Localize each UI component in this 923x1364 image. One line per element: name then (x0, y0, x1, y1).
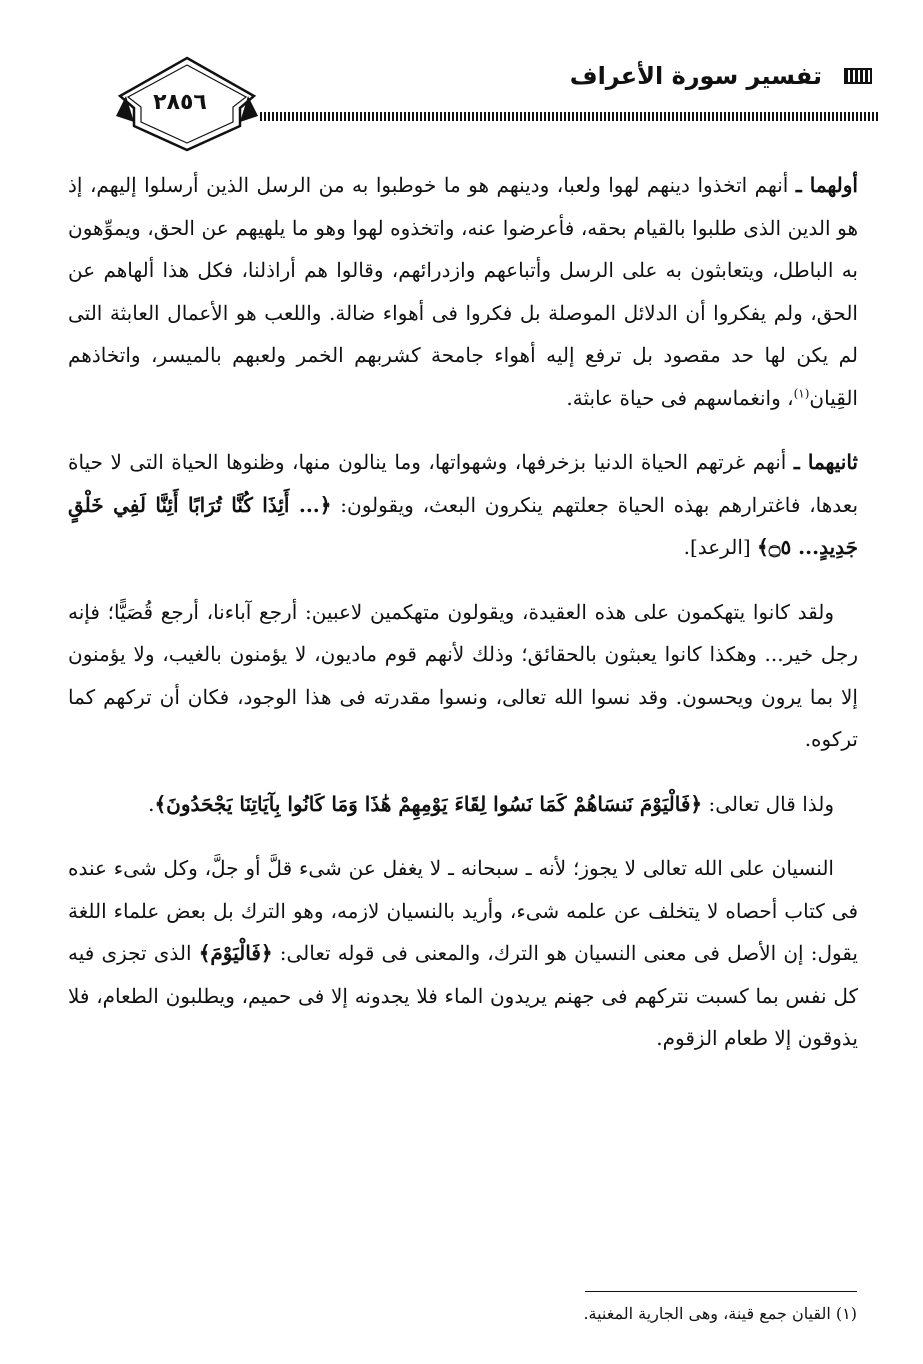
paragraph-text: أنهم غرتهم الحياة الدنيا بزخرفها، وشهواتها، وما ينالون منها، وظنوها الحياة التى لا حياة بعدها، فاغترارهم بهذه الحياة جعلتهم ينكرون البعث، ويقولون: (68, 450, 859, 517)
quran-verse: ﴿فَالْيَوْمَ﴾ (198, 941, 273, 965)
paragraph-fourth (68, 783, 858, 826)
footnote-divider (585, 1291, 857, 1292)
quran-verse: ﴿... أَئِذَا كُنَّا تُرَابًا أَئِنَّا لَفِي خَلْقٍ جَدِيدٍ... ۝٥﴾ (68, 492, 858, 559)
paragraph-text: ولقد كانوا يتهكمون على هذه العقيدة، ويقولون متهكمين لاعبين: أرجع آباءنا، أرجع قُصَيًّا؛ فإنه رجل خير... وهكذا كانوا يعبثون بالحقائق؛ وذلك لأنهم قوم ماديون، لا يؤمنون بالغيب، ولا يؤمنون إلا بما يرون ويحسون. وقد نسوا الله تعالى، ونسوا مقدرته فى هذا الوجود، فكان أن تركهم كما تركوه. (68, 599, 858, 751)
page-number: ٢٨٥٦ (153, 90, 207, 115)
paragraph-first (68, 164, 858, 419)
paragraph-second (68, 441, 858, 569)
paragraph-text-after: [الرعد]. (683, 535, 758, 559)
paragraph-text: النسيان على الله تعالى لا يجوز؛ لأنه ـ سبحانه ـ لا يغفل عن شىء قلَّ أو جلَّ، وكل شىء عنده فى كتاب أحصاه لا يتخلف عن علمه شىء، وأريد بالنسيان لازمه، وهو الترك بل بعض علماء اللغة يقول: إن الأصل فى معنى النسيان هو الترك، والمعنى فى قوله تعالى: (68, 856, 858, 965)
paragraph-text-after: ، وانغماسهم فى حياة عابثة. (566, 385, 794, 410)
paragraph-third (68, 591, 858, 761)
paragraph-text-after: . (148, 791, 155, 816)
paragraph-fifth (68, 847, 858, 1060)
header-rule (260, 112, 880, 121)
paragraph-text: ولذا قال تعالى: (702, 791, 834, 816)
footnote: (١) القيان جمع قينة، وهى الجارية المغنية. (583, 1304, 857, 1323)
footnote-ref[interactable]: (١) (793, 385, 810, 400)
running-title: تفسير سورة الأعراف (569, 62, 822, 90)
paragraph-lead: أولهما ـ (795, 173, 858, 197)
paragraph-text: أنهم اتخذوا دينهم لهوا ولعبا، ودينهم هو ما خوطبوا به من الرسل الذين أرسلوا إليهم، إذ هو الدين الذى طلبوا بالقيام بحقه، فأعرضوا عنه، واتخذوه لهوا وهو ما يلهيهم عن الحق، ويموِّهون به الباطل، ويتعابثون به على الرسل وأتباعهم وازدرائهم، وقالوا هم أراذلنا، فكل هذا ألهاهم عن الحق، ولم يفكروا أن الدلائل الموصلة بل فكروا فى أهواء ضالة. واللعب هو الأعمال العابثة التى لم يكن لها حد مقصود بل ترفع إليه أهواء جامحة كشربهم الخمر ولعبهم بالميسر، واتخاذهم القِيان (68, 173, 858, 410)
quran-verse: ﴿فَالْيَوْمَ نَنسَاهُمْ كَمَا نَسُوا لِقَاءَ يَوْمِهِمْ هَٰذَا وَمَا كَانُوا بِآيَاتِنَا يَجْحَدُونَ﴾ (154, 791, 703, 816)
page-header (90, 56, 880, 156)
main-text (68, 164, 858, 1082)
ornament-icon (840, 66, 880, 86)
paragraph-text-after: الذى تجزى فيه كل نفس بما كسبت نتركهم فى جهنم يريدون الماء فلا يجدونه إلا فى حميم، ويطلبون الطعام، فلا يذوقون إلا طعام الزقوم. (68, 941, 858, 1050)
paragraph-lead: ثانيهما ـ (793, 450, 859, 474)
